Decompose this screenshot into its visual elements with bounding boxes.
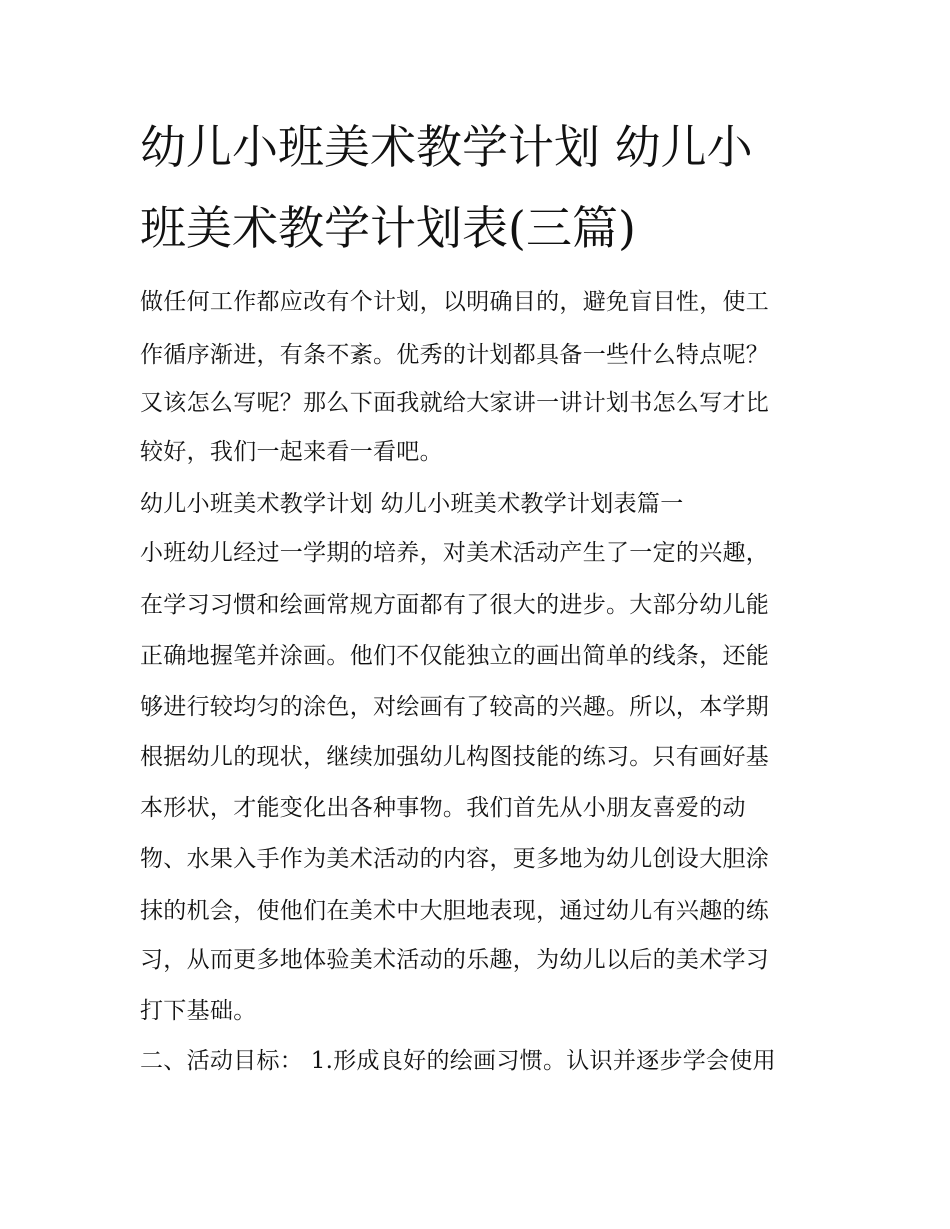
body-paragraph-line: 正确地握笔并涂画。他们不仅能独立的画出简单的线条，还能 — [140, 643, 770, 669]
body-paragraph-line: 小班幼儿经过一学期的培养，对美术活动产生了一定的兴趣， — [140, 540, 770, 566]
body-paragraph-line: 够进行较均匀的涂色，对绘画有了较高的兴趣。所以，本学期 — [140, 694, 770, 720]
body-paragraph-line: 习，从而更多地体验美术活动的乐趣，为幼儿以后的美术学习 — [140, 947, 770, 973]
body-paragraph-line: 打下基础。 — [140, 998, 257, 1024]
body-paragraph-line: 本形状，才能变化出各种事物。我们首先从小朋友喜爱的动 — [140, 795, 746, 821]
body-paragraph-line: 抹的机会，使他们在美术中大胆地表现，通过幼儿有兴趣的练 — [140, 898, 770, 924]
intro-paragraph-line: 作循序渐进，有条不紊。优秀的计划都具备一些什么特点呢？ — [140, 342, 770, 368]
intro-paragraph-line: 较好，我们一起来看一看吧。 — [140, 439, 443, 465]
body-paragraph-line: 物、水果入手作为美术活动的内容，更多地为幼儿创设大胆涂 — [140, 846, 770, 872]
intro-paragraph-line: 做任何工作都应改有个计划，以明确目的，避免盲目性，使工 — [140, 289, 770, 315]
document-title-line-1: 幼儿小班美术教学计划 幼儿小 — [140, 120, 753, 174]
section-heading: 幼儿小班美术教学计划 幼儿小班美术教学计划表篇一 — [140, 491, 684, 517]
body-paragraph-line: 根据幼儿的现状，继续加强幼儿构图技能的练习。只有画好基 — [140, 744, 770, 770]
document-title-line-2: 班美术教学计划表(三篇) — [140, 201, 636, 255]
intro-paragraph-line: 又该怎么写呢？那么下面我就给大家讲一讲计划书怎么写才比 — [140, 390, 770, 416]
activity-goals-line: 二、活动目标： 1.形成良好的绘画习惯。认识并逐步学会使用 — [140, 1048, 776, 1074]
body-paragraph-line: 在学习习惯和绘画常规方面都有了很大的进步。大部分幼儿能 — [140, 592, 770, 618]
